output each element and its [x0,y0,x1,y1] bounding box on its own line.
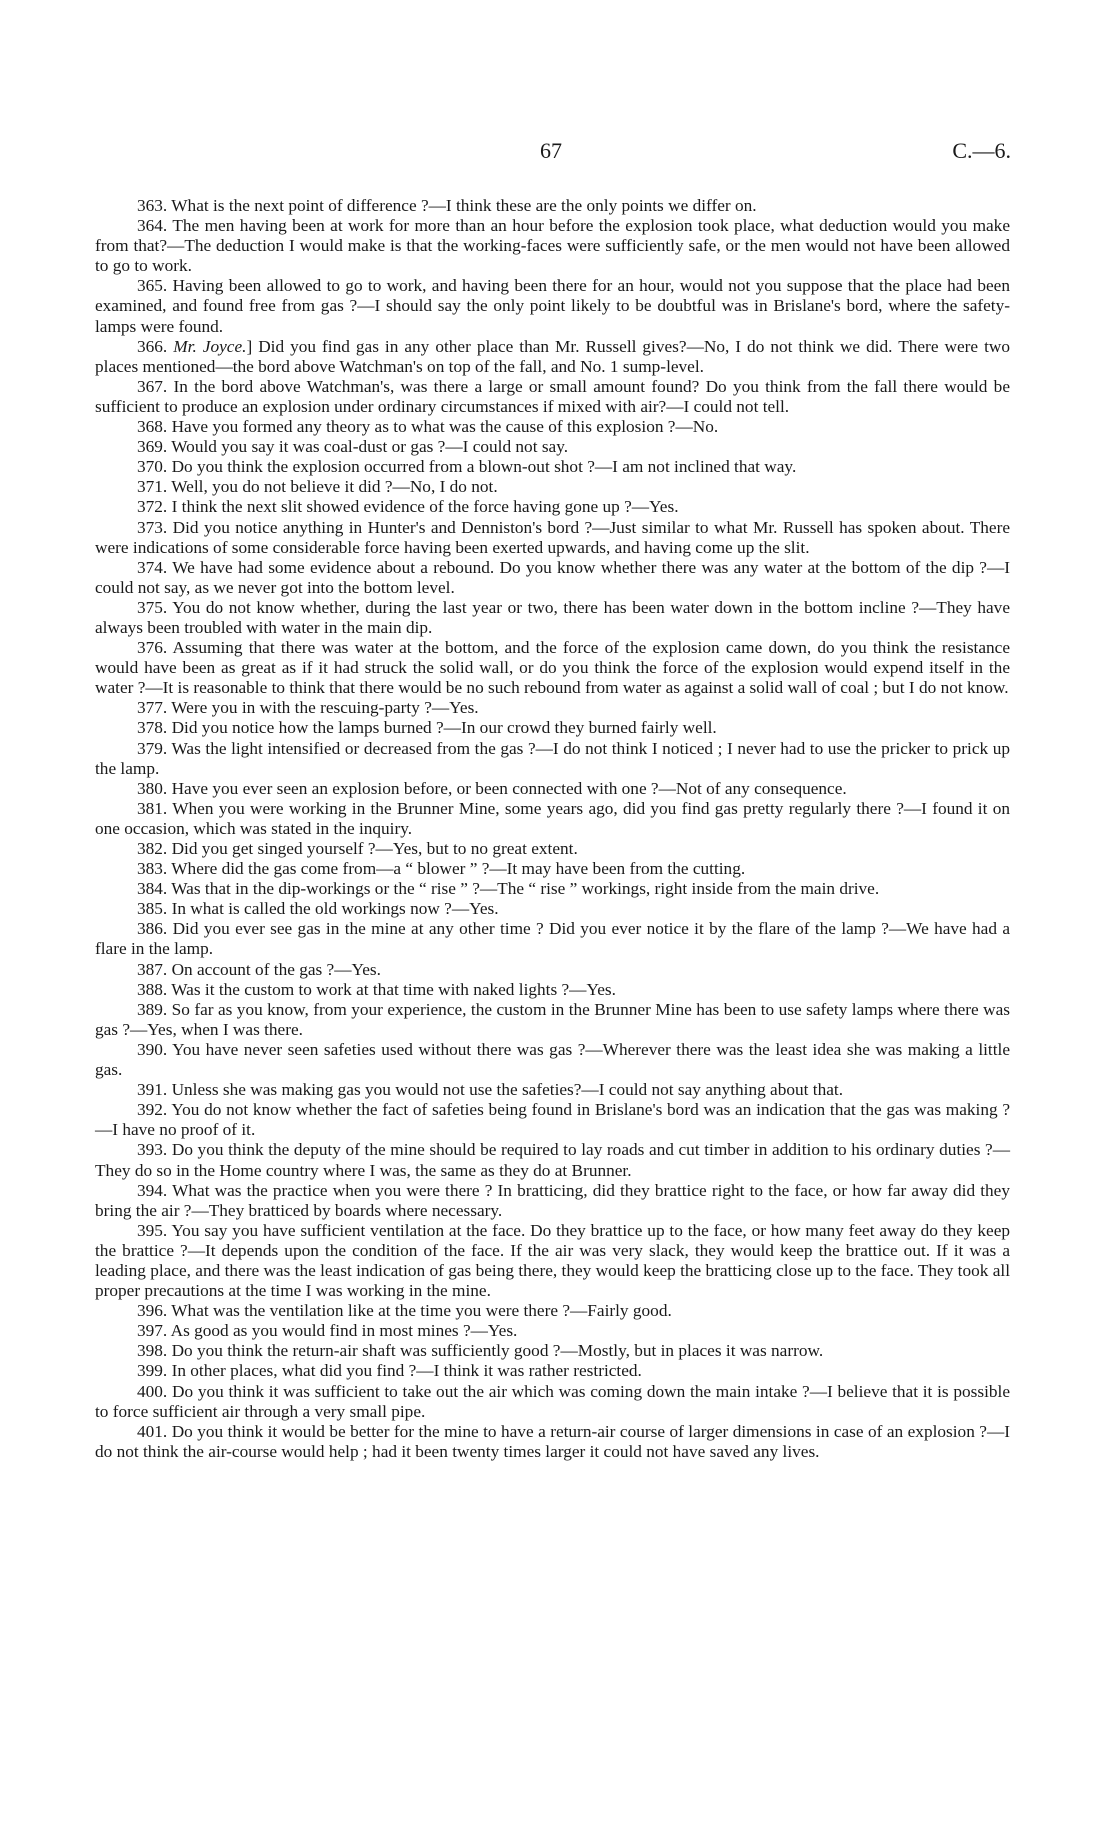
qa-paragraph-375: 375. You do not know whether, during the last year or two, there has been water down in the bottom incline ?—They have always been troubled with water in the main dip. [95,597,1010,637]
qa-paragraph-387: 387. On account of the gas ?—Yes. [137,959,381,979]
qa-paragraph-390: 390. You have never seen safeties used without there was gas ?—Wherever there was the least idea she was making a little gas. [95,1039,1010,1080]
qa-paragraph-379: 379. Was the light intensified or decreased from the gas ?—I do not think I noticed ; I never had to use the pricker to prick up the lamp. [95,738,1010,778]
qa-paragraph-372: 372. I think the next slit showed evidence of the force having gone up ?—Yes. [137,497,679,517]
qa-paragraph-363: 363. What is the next point of difference ?—I think these are the only points we differ on. [137,196,757,215]
qa-paragraph-376: 376. Assuming that there was water at the bottom, and the force of the explosion came down, do you think the resistance would have been as great as if it had struck the solid wall, or do you think the force of the explosion would expend itself in the water ?—It is reasonable to think that there would be no such rebound from water as against a solid wall of coal ; but I do not know. [95,638,1010,698]
qa-text: ] Did you find gas in any other place than Mr. Russell gives?—No, I do not think we did. There were two places mentioned—the bord above Watchman's on top of the fall, and No. 1 sump-level. [95,336,1010,376]
qa-paragraph-364: 364. The men having been at work for more than an hour before the explosion took place, what deduction would you make from that?—The deduction I would make is that the working-faces were sufficiently safe, or the men would not have been allowed to go to work. [95,216,1010,276]
qa-paragraph-382: 382. Did you get singed yourself ?—Yes, but to no great extent. [137,839,578,858]
document-series-code: C.—6. [952,138,1011,163]
qa-paragraph-368: 368. Have you formed any theory as to what was the cause of this explosion ?—No. [137,417,719,437]
qa-paragraph-391: 391. Unless she was making gas you would not use the safeties?—I could not say anything about that. [137,1080,844,1100]
qa-paragraph-378: 378. Did you notice how the lamps burned ?—In our crowd they burned fairly well. [137,718,717,738]
speaker-name: Mr. Joyce. [173,336,247,356]
qa-paragraph-397: 397. As good as you would find in most mines ?—Yes. [137,1321,518,1341]
qa-paragraph-401: 401. Do you think it would be better for the mine to have a return-air course of larger dimensions in case of an explosion ?—I do not think the air-course would help ; had it been twenty times larger it could not have saved any lives. [95,1421,1010,1461]
qa-paragraph-398: 398. Do you think the return-air shaft was sufficiently good ?—Mostly, but in places it was narrow. [137,1341,824,1361]
qa-paragraph-396: 396. What was the ventilation like at the time you were there ?—Fairly good. [137,1301,672,1321]
qa-paragraph-386: 386. Did you ever see gas in the mine at any other time ? Did you ever notice it by the flare of the lamp ?—We have had a flare in the lamp. [95,919,1010,959]
qa-paragraph-384: 384. Was that in the dip-workings or the “ rise ” ?—The “ rise ” workings, right inside from the main drive. [137,879,880,899]
qa-paragraph-399: 399. In other places, what did you find ?—I think it was rather restricted. [137,1361,642,1381]
qa-paragraph-377: 377. Were you in with the rescuing-party ?—Yes. [137,698,479,718]
qa-paragraph-400: 400. Do you think it was sufficient to take out the air which was coming down the main intake ?—I believe that it is possible to force sufficient air through a very small pipe. [95,1381,1010,1421]
question-number: 366. [137,336,168,356]
qa-paragraph-393: 393. Do you think the deputy of the mine should be required to lay roads and cut timber in addition to his ordinary duties ?—They do so in the Home country where I was, the same as they do at Brunner. [95,1140,1010,1180]
qa-paragraph-370: 370. Do you think the explosion occurred from a blown-out shot ?—I am not inclined that way. [137,457,797,477]
qa-paragraph-383: 383. Where did the gas come from—a “ blower ” ?—It may have been from the cutting. [137,859,746,879]
qa-paragraph-365: 365. Having been allowed to go to work, and having been there for an hour, would not you suppose that the place had been examined, and found free from gas ?—I should say the only point likely to be doubtful was in Brislane's bord, where the safety-lamps were found. [95,276,1010,336]
qa-paragraph-367: 367. In the bord above Watchman's, was there a large or small amount found? Do you think from the fall there would be sufficient to produce an explosion under ordinary circumstances if mixed with air?—I could not tell. [95,376,1010,416]
qa-paragraph-374: 374. We have had some evidence about a rebound. Do you know whether there was any water at the bottom of the dip ?—I could not say, as we never got into the bottom level. [95,557,1010,597]
page-number: 67 [540,138,562,163]
qa-paragraph-380: 380. Have you ever seen an explosion before, or been connected with one ?—Not of any consequence. [137,778,847,798]
qa-paragraph-381: 381. When you were working in the Brunner Mine, some years ago, did you find gas pretty regularly there ?—I found it on one occasion, which was stated in the inquiry. [95,798,1010,838]
qa-paragraph-388: 388. Was it the custom to work at that time with naked lights ?—Yes. [137,979,616,999]
testimony-body [95,196,1010,1462]
qa-paragraph-392: 392. You do not know whether the fact of safeties being found in Brislane's bord was an indication that the gas was making ?—I have no proof of it. [95,1100,1010,1140]
page-header [0,138,1114,168]
qa-paragraph-389: 389. So far as you know, from your experience, the custom in the Brunner Mine has been to use safety lamps where there was gas ?—Yes, when I was there. [95,999,1010,1039]
qa-paragraph-395: 395. You say you have sufficient ventilation at the face. Do they brattice up to the face, or how many feet away do they keep the brattice ?—It depends upon the condition of the face. If the air was very slack, they would keep the brattice out. If it was a leading place, and there was the least indication of gas being there, they would keep the bratticing close up to the face. They took all proper precautions at the time I was working in the mine. [95,1220,1010,1301]
qa-paragraph-373: 373. Did you notice anything in Hunter's and Denniston's bord ?—Just similar to what Mr. Russell has spoken about. There were indications of some considerable force having been exerted upwards, and having come up the slit. [95,517,1010,557]
qa-paragraph-385: 385. In what is called the old workings now ?—Yes. [137,899,499,919]
qa-paragraph-369: 369. Would you say it was coal-dust or gas ?—I could not say. [137,437,569,457]
qa-paragraph-366 [95,337,1010,377]
qa-paragraph-371: 371. Well, you do not believe it did ?—No, I do not. [137,477,498,497]
qa-paragraph-394: 394. What was the practice when you were there ? In bratticing, did they brattice right to the face, or how far away did they bring the air ?—They bratticed by boards where necessary. [95,1180,1010,1220]
